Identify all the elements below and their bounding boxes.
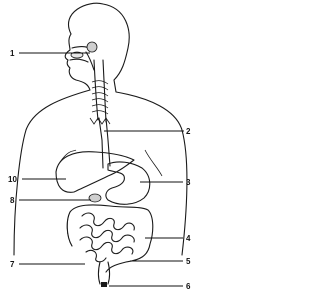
gall-bladder	[89, 194, 101, 202]
liver	[56, 152, 134, 193]
number-labels	[8, 49, 191, 291]
label-10: 10	[8, 175, 17, 184]
head-organs	[70, 42, 97, 70]
label-7: 7	[10, 260, 15, 269]
label-1: 1	[10, 49, 15, 58]
label-8: 8	[10, 196, 15, 205]
rectum	[99, 262, 110, 287]
label-4: 4	[186, 234, 191, 243]
leader-lines	[19, 53, 184, 286]
label-3: 3	[186, 178, 191, 187]
small-intestine	[80, 213, 134, 262]
large-intestine	[67, 205, 153, 272]
label-6: 6	[186, 282, 191, 291]
salivary-gland	[87, 42, 97, 52]
trachea-rings	[90, 81, 110, 124]
label-2: 2	[186, 127, 191, 136]
stomach	[106, 162, 150, 204]
label-5: 5	[186, 257, 191, 266]
